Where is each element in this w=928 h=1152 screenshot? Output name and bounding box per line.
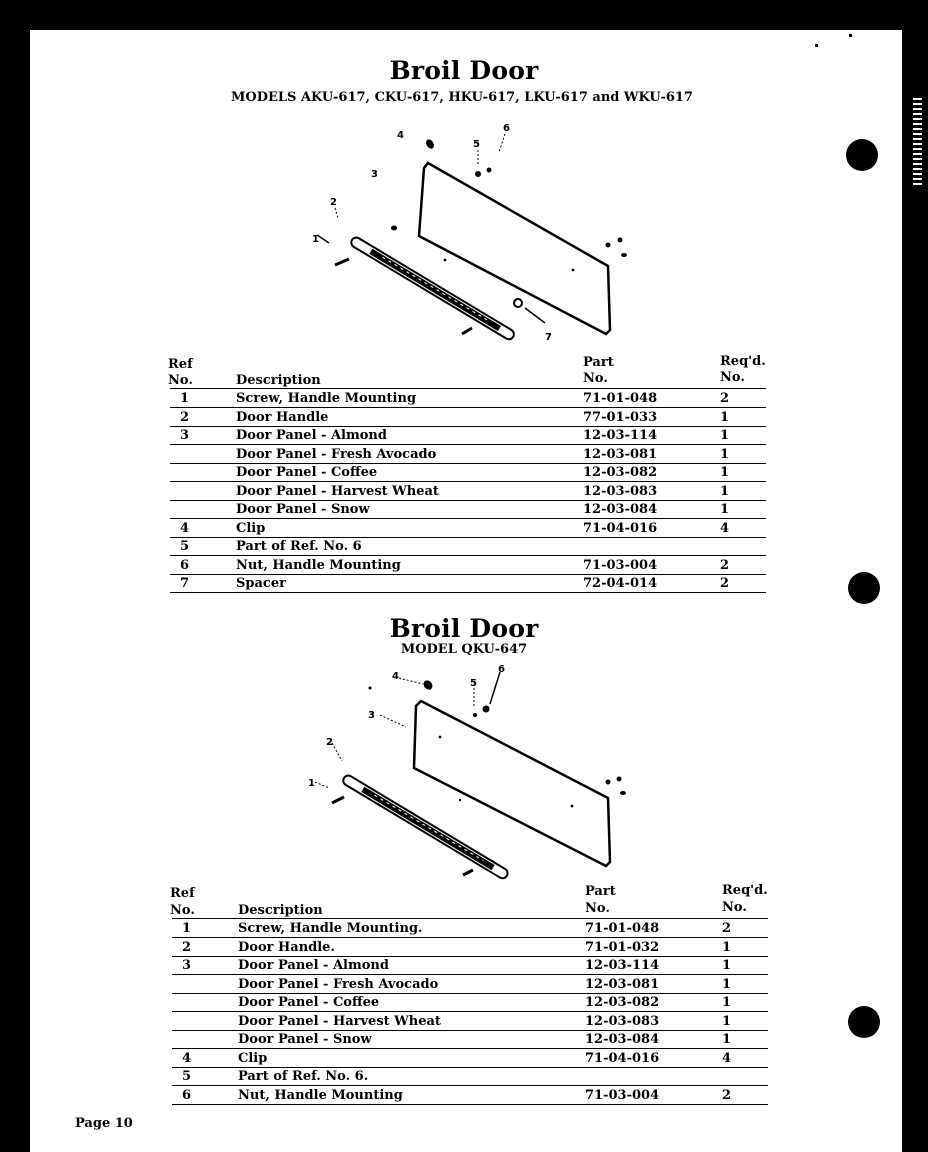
table-1-header-description: Description xyxy=(236,373,321,388)
scan-speck xyxy=(849,34,852,37)
part-quantity: 2 xyxy=(722,1087,732,1103)
table-row xyxy=(172,975,768,994)
part-number: 12-03-084 xyxy=(585,1032,660,1047)
table-row xyxy=(170,556,766,575)
callout-2: 2 xyxy=(330,197,337,208)
part-quantity: 1 xyxy=(722,1013,732,1029)
clip-part xyxy=(424,138,435,150)
part-ref-number: 5 xyxy=(180,539,190,554)
table-row xyxy=(170,463,766,482)
table-row xyxy=(170,408,766,427)
part-description: Part of Ref. No. 6. xyxy=(238,1069,369,1084)
part-number: 71-01-048 xyxy=(583,391,658,406)
nut-part xyxy=(475,171,481,177)
table-row xyxy=(170,426,766,445)
part-description: Door Panel - Coffee xyxy=(238,995,380,1010)
part-number: 71-03-004 xyxy=(583,557,658,573)
part-description: Door Panel - Almond xyxy=(236,428,387,443)
table-row xyxy=(172,1030,768,1049)
table-row xyxy=(172,1086,768,1105)
section-1-subtitle: MODELS AKU-617, CKU-617, HKU-617, LKU-617 and WKU-617 xyxy=(231,90,693,105)
table-row xyxy=(170,537,766,556)
part-ref-number: 4 xyxy=(180,520,190,536)
callout-1: 1 xyxy=(308,778,315,789)
table-row xyxy=(172,956,768,975)
table-row xyxy=(170,445,766,464)
part-number: 12-03-084 xyxy=(583,502,658,517)
callout-4: 4 xyxy=(397,130,404,141)
part-number: 71-04-016 xyxy=(583,520,658,536)
table-2-header-ref: Ref xyxy=(170,886,195,901)
part-ref-number: 2 xyxy=(182,939,192,955)
table-row xyxy=(172,993,768,1012)
page-number: Page 10 xyxy=(75,1116,133,1131)
table-row xyxy=(170,574,766,593)
part-ref-number: 3 xyxy=(182,958,192,973)
table-row xyxy=(170,519,766,538)
part-description: Screw, Handle Mounting. xyxy=(238,921,423,936)
section-2-subtitle: MODEL QKU-647 xyxy=(400,642,528,657)
part-quantity: 1 xyxy=(722,976,732,992)
callout-2: 2 xyxy=(326,737,333,748)
part-quantity: 2 xyxy=(720,557,730,573)
part-quantity: 1 xyxy=(720,409,730,425)
part-description: Nut, Handle Mounting xyxy=(238,1087,403,1103)
part-description: Door Panel - Snow xyxy=(238,1032,372,1047)
part-quantity: 4 xyxy=(720,520,730,536)
part-number: 12-03-082 xyxy=(585,995,660,1010)
part-ref-number: 6 xyxy=(182,1087,192,1103)
table-row xyxy=(172,1012,768,1031)
table-2-header-reqd: Req'd. xyxy=(722,883,768,898)
part-ref-number: 1 xyxy=(182,921,192,936)
table-2-header-reqd-no: No. xyxy=(722,900,747,915)
table-row xyxy=(172,1049,768,1068)
table-row xyxy=(170,500,766,519)
part-quantity: 1 xyxy=(720,502,730,517)
scan-edge-mark xyxy=(913,95,922,185)
part-description: Door Panel - Snow xyxy=(236,502,370,517)
part-number: 12-03-082 xyxy=(583,465,658,480)
part-number: 12-03-083 xyxy=(583,483,658,499)
section-1-title: Broil Door xyxy=(389,56,539,85)
part-number: 12-03-114 xyxy=(585,958,660,973)
section-2-title: Broil Door xyxy=(389,614,539,643)
part-ref-number: 1 xyxy=(180,391,190,406)
part-description: Part of Ref. No. 6 xyxy=(236,539,362,554)
part-description: Door Panel - Coffee xyxy=(236,465,378,480)
part-number: 71-04-016 xyxy=(585,1050,660,1066)
binder-hole-bottom xyxy=(848,1006,880,1038)
part-description: Door Panel - Harvest Wheat xyxy=(236,483,439,499)
part-quantity: 1 xyxy=(720,483,730,499)
part-description: Screw, Handle Mounting xyxy=(236,391,417,406)
table-row xyxy=(172,1067,768,1086)
nut-part xyxy=(483,706,490,713)
callout-7: 7 xyxy=(545,332,552,343)
part-quantity: 2 xyxy=(720,576,730,591)
part-quantity: 1 xyxy=(722,939,732,955)
part-number: 71-01-032 xyxy=(585,939,660,955)
callout-3: 3 xyxy=(368,710,375,721)
part-description: Clip xyxy=(236,520,266,536)
part-description: Door Panel - Fresh Avocado xyxy=(236,446,437,462)
part-quantity: 1 xyxy=(722,995,732,1010)
callout-6: 6 xyxy=(498,664,505,675)
callout-5: 5 xyxy=(473,139,480,150)
part-quantity: 1 xyxy=(720,465,730,480)
part-quantity: 1 xyxy=(722,958,732,973)
part-ref-number: 6 xyxy=(180,557,190,573)
table-row xyxy=(170,389,766,408)
part-quantity: 1 xyxy=(720,428,730,443)
part-description: Clip xyxy=(238,1050,268,1066)
clip-part xyxy=(422,679,435,692)
table-1-header-ref-no: No. xyxy=(168,373,193,388)
callout-5: 5 xyxy=(470,678,477,689)
table-row xyxy=(172,938,768,957)
part-number: 12-03-081 xyxy=(583,446,658,462)
table-1-header-part: Part xyxy=(583,355,614,370)
part-quantity: 1 xyxy=(722,1032,732,1047)
table-1-header-part-no: No. xyxy=(583,371,608,386)
door-panel-outline xyxy=(419,163,610,334)
part-ref-number: 3 xyxy=(180,428,190,443)
table-1-header-ref: Ref xyxy=(168,357,193,372)
scan-speck xyxy=(815,44,818,47)
part-number: 71-01-048 xyxy=(585,921,660,936)
callout-3: 3 xyxy=(371,169,378,180)
callout-4: 4 xyxy=(392,671,399,682)
part-description: Door Handle. xyxy=(238,939,335,955)
table-2-header-description: Description xyxy=(238,903,323,918)
table-1-header-reqd: Req'd. xyxy=(720,354,766,369)
part-number: 12-03-083 xyxy=(585,1013,660,1029)
table-row xyxy=(172,919,768,938)
part-number: 77-01-033 xyxy=(583,409,658,425)
part-description: Nut, Handle Mounting xyxy=(236,557,401,573)
table-1-header-reqd-no: No. xyxy=(720,370,745,385)
callout-1: 1 xyxy=(312,234,319,245)
part-ref-number: 4 xyxy=(182,1050,192,1066)
broil-door-exploded-diagram-1 xyxy=(300,118,640,348)
table-2-header-part-no: No. xyxy=(585,901,610,916)
broil-door-exploded-diagram-2 xyxy=(290,660,640,880)
binder-hole-middle xyxy=(848,572,880,604)
part-number: 12-03-081 xyxy=(585,976,660,992)
part-description: Door Panel - Fresh Avocado xyxy=(238,976,439,992)
part-number: 72-04-014 xyxy=(583,576,658,591)
part-quantity: 2 xyxy=(722,921,732,936)
callout-6: 6 xyxy=(503,123,510,134)
part-ref-number: 2 xyxy=(180,409,190,425)
part-description: Door Panel - Almond xyxy=(238,958,389,973)
table-row xyxy=(170,482,766,501)
part-quantity: 4 xyxy=(722,1050,732,1066)
part-description: Door Panel - Harvest Wheat xyxy=(238,1013,441,1029)
table-2-header-part: Part xyxy=(585,884,616,899)
binder-hole-top xyxy=(846,139,878,171)
table-2-header-ref-no: No. xyxy=(170,903,195,918)
part-quantity: 2 xyxy=(720,391,730,406)
part-ref-number: 7 xyxy=(180,576,190,591)
part-number: 12-03-114 xyxy=(583,428,658,443)
part-description: Door Handle xyxy=(236,409,329,425)
part-quantity: 1 xyxy=(720,446,730,462)
part-ref-number: 5 xyxy=(182,1069,192,1084)
part-number: 71-03-004 xyxy=(585,1087,660,1103)
part-description: Spacer xyxy=(236,576,286,591)
